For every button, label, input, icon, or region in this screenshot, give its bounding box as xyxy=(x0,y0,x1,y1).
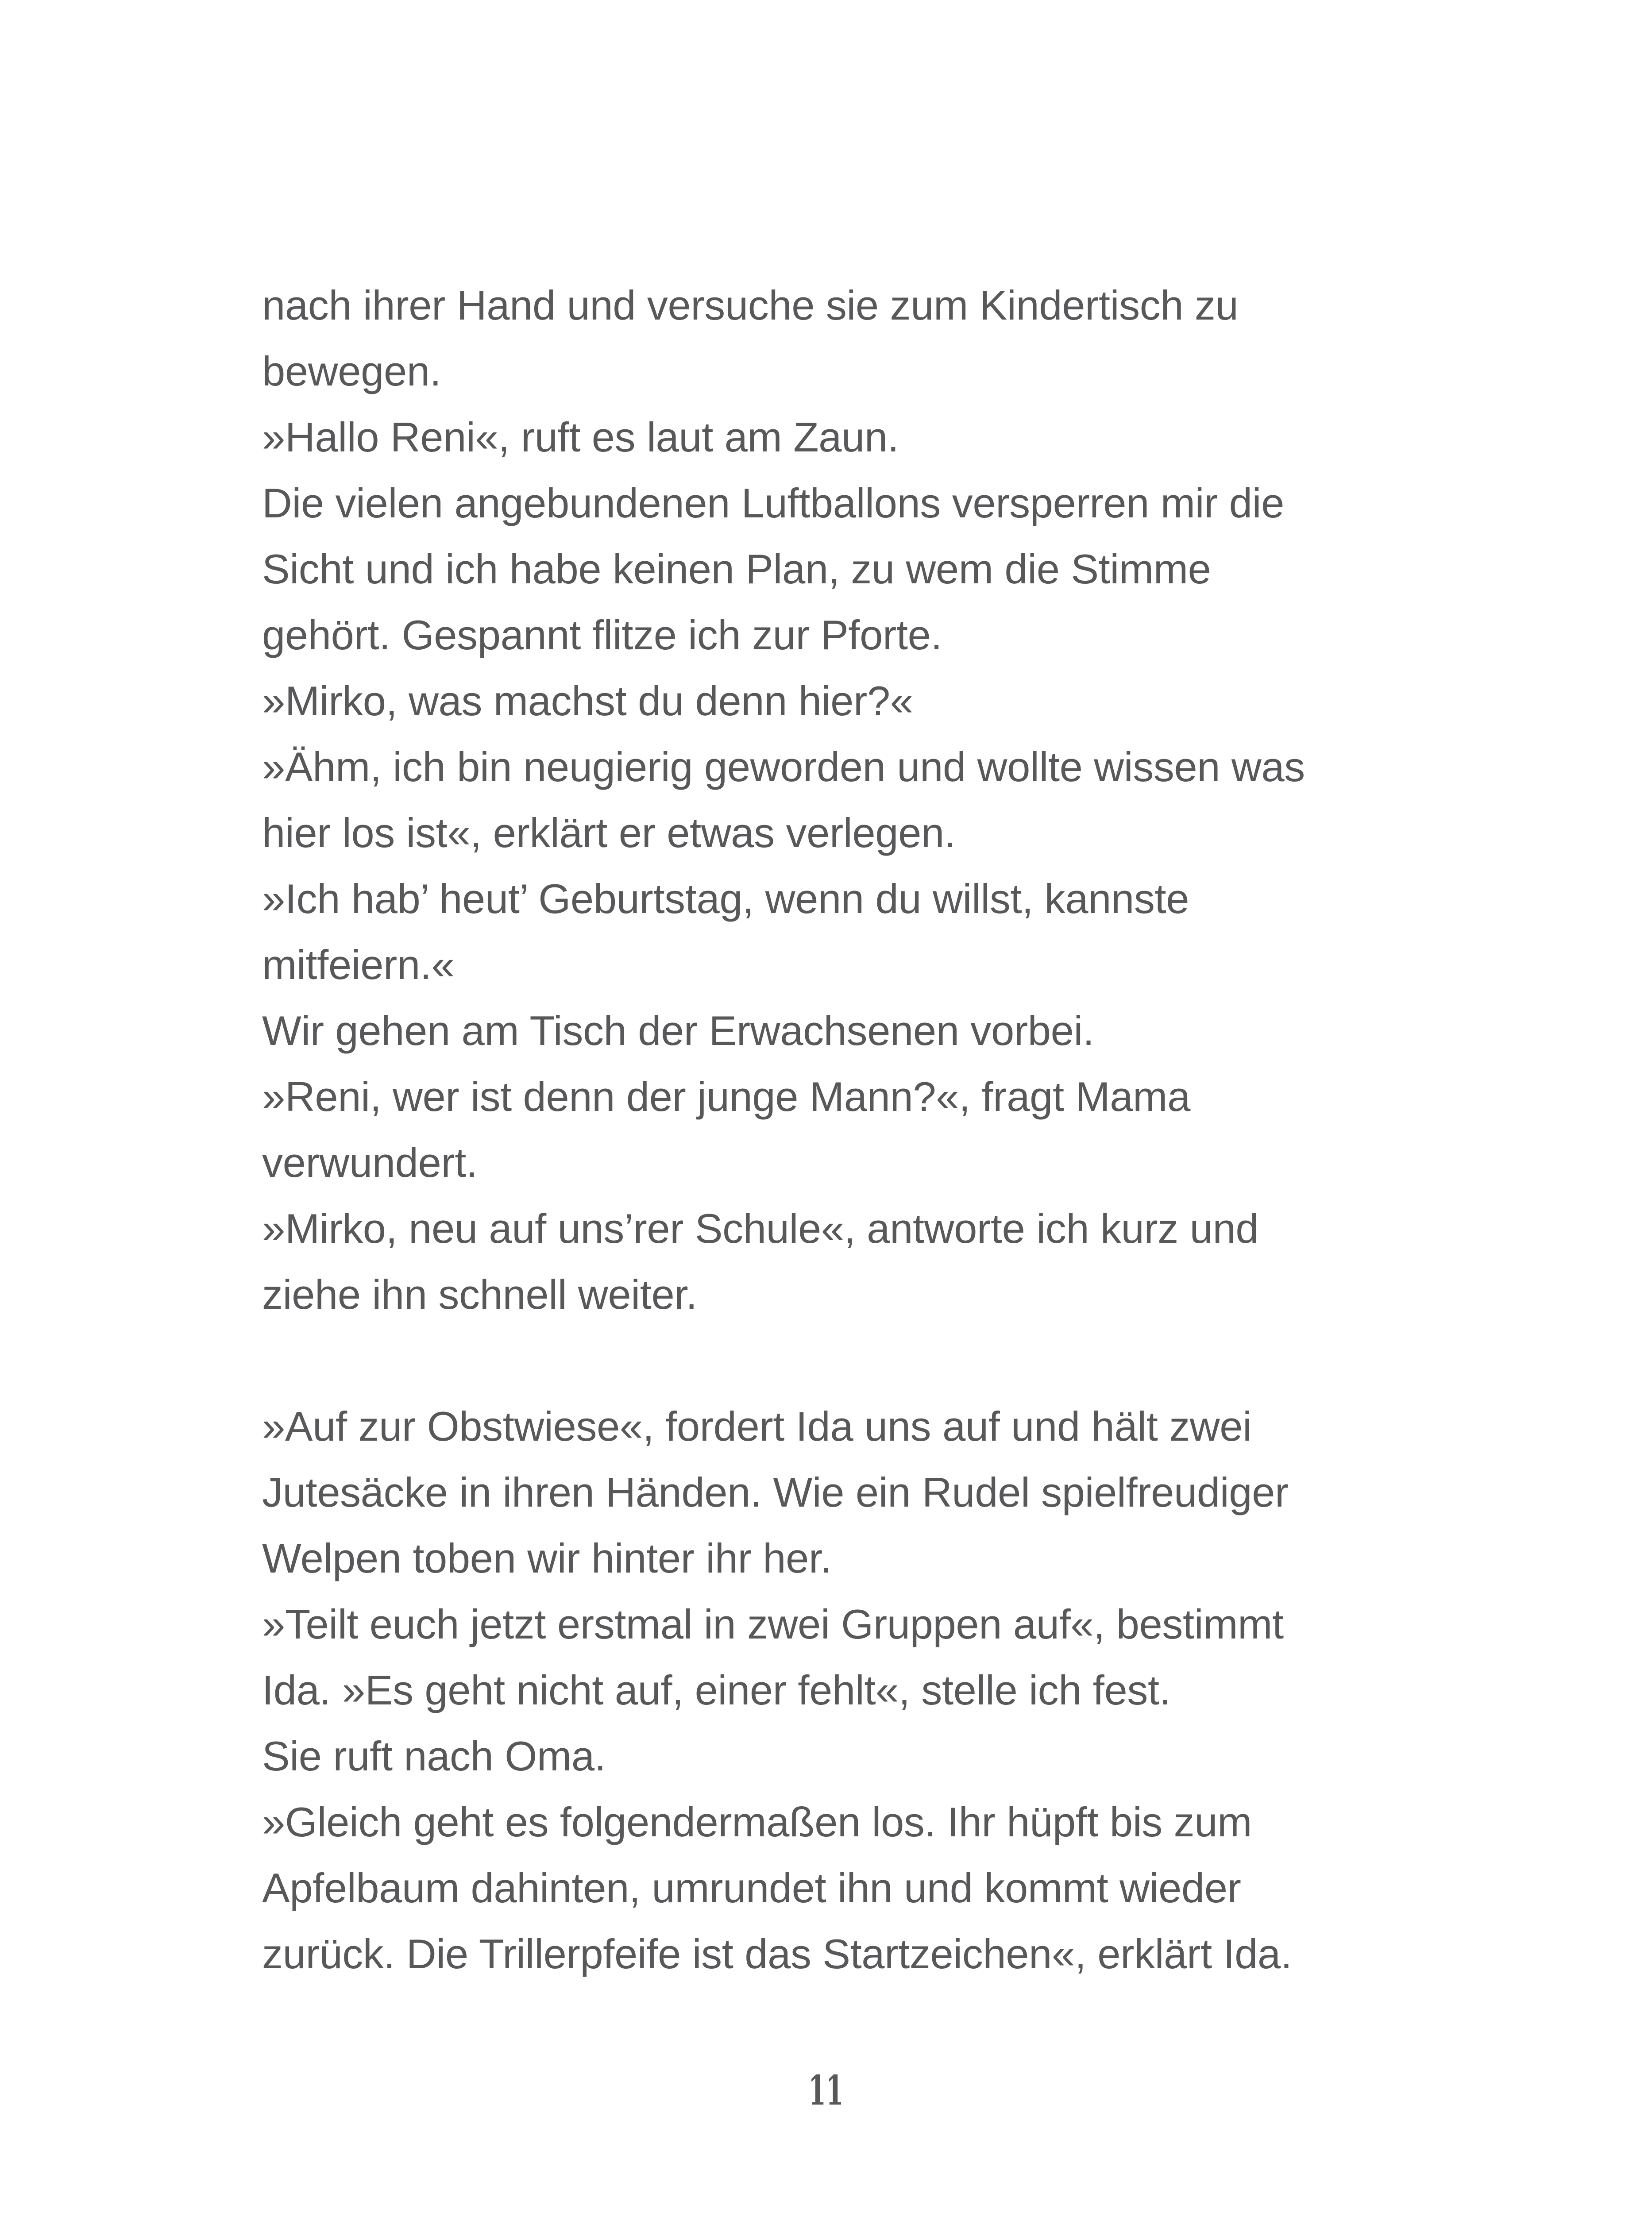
text-line: Die vielen angebundenen Luftballons versperren mir die xyxy=(262,480,1284,526)
text-line: »Teilt euch jetzt erstmal in zwei Gruppen auf«, bestimmt xyxy=(262,1601,1284,1647)
text-line: »Ich hab’ heut’ Geburtstag, wenn du willst, kannste xyxy=(262,875,1189,922)
text-line: Ida. »Es geht nicht auf, einer fehlt«, stelle ich fest. xyxy=(262,1667,1171,1713)
text-line: »Ähm, ich bin neugierig geworden und wollte wissen was xyxy=(262,744,1305,790)
paragraph-gap xyxy=(262,1327,1413,1393)
text-line: Apfelbaum dahinten, umrundet ihn und kommt wieder xyxy=(262,1865,1241,1911)
text-line: ziehe ihn schnell weiter. xyxy=(262,1271,697,1318)
text-line: »Gleich geht es folgendermaßen los. Ihr hüpft bis zum xyxy=(262,1799,1252,1845)
text-line: »Auf zur Obstwiese«, fordert Ida uns auf und hält zwei xyxy=(262,1403,1252,1450)
text-line: »Reni, wer ist denn der junge Mann?«, fragt Mama xyxy=(262,1073,1190,1120)
text-line: hier los ist«, erklärt er etwas verlegen. xyxy=(262,810,956,856)
text-line: Jutesäcke in ihren Händen. Wie ein Rudel spielfreudiger xyxy=(262,1469,1289,1515)
text-line: »Mirko, neu auf uns’rer Schule«, antworte ich kurz und xyxy=(262,1205,1259,1252)
text-line: »Hallo Reni«, ruft es laut am Zaun. xyxy=(262,414,899,460)
text-line: Sie ruft nach Oma. xyxy=(262,1733,606,1779)
text-line: nach ihrer Hand und versuche sie zum Kindertisch zu xyxy=(262,282,1239,328)
text-line: zurück. Die Trillerpfeife ist das Startzeichen«, erklärt Ida. xyxy=(262,1931,1292,1977)
text-line: gehört. Gespannt flitze ich zur Pforte. xyxy=(262,612,942,658)
text-line: mitfeiern.« xyxy=(262,941,455,988)
text-line: Welpen toben wir hinter ihr her. xyxy=(262,1535,832,1581)
text-line: Wir gehen am Tisch der Erwachsenen vorbei. xyxy=(262,1007,1094,1054)
text-line: bewegen. xyxy=(262,348,441,394)
text-line: »Mirko, was machst du denn hier?« xyxy=(262,678,913,724)
body-text xyxy=(262,272,1413,1987)
page-number: 11 xyxy=(808,2066,844,2114)
text-line: verwundert. xyxy=(262,1139,478,1186)
text-line: Sicht und ich habe keinen Plan, zu wem die Stimme xyxy=(262,546,1211,592)
